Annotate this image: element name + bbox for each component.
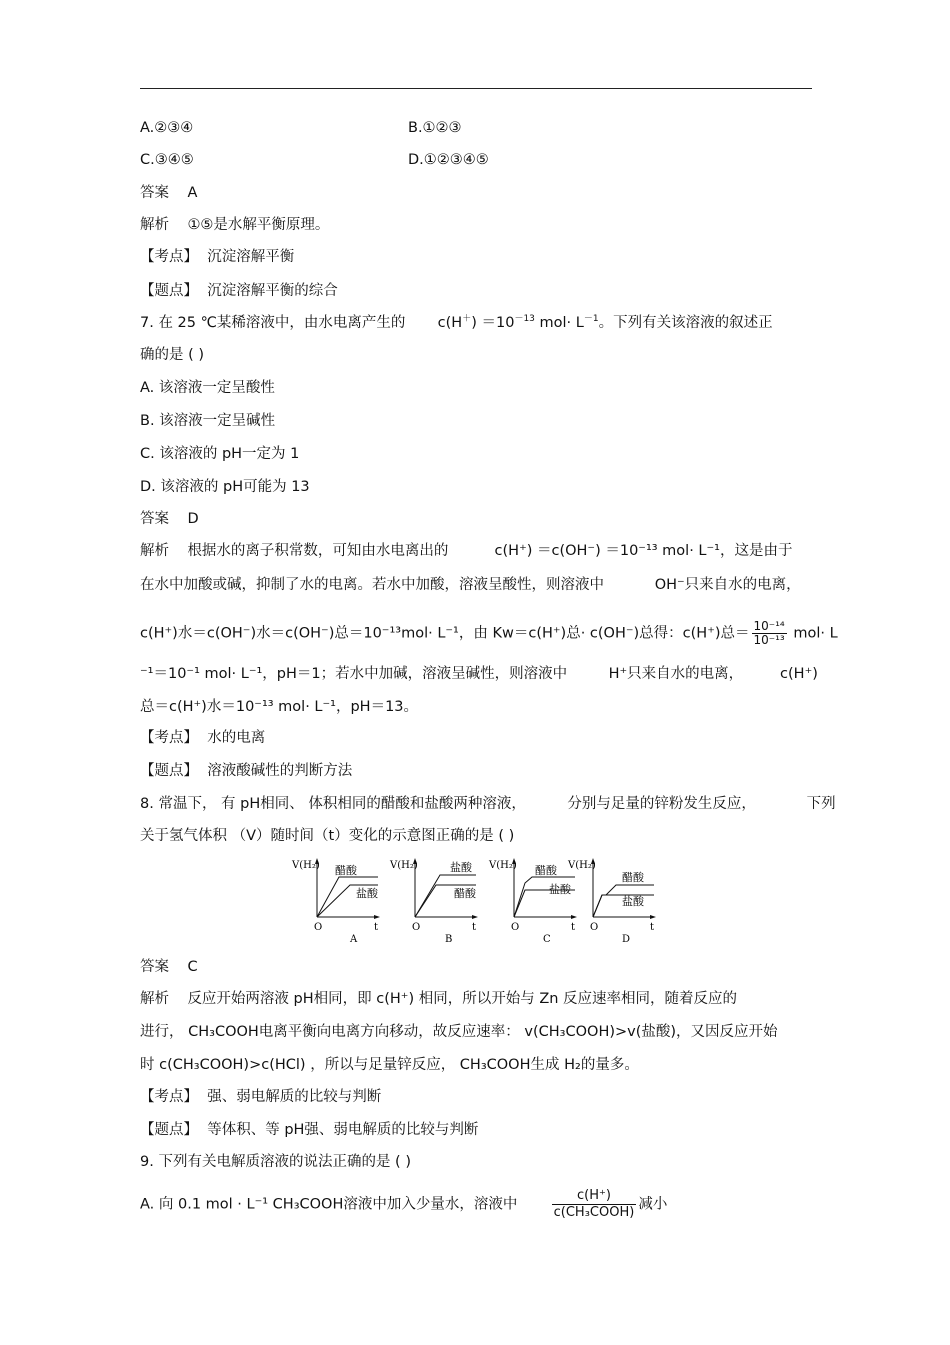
q7-answer-line: [140, 509, 199, 529]
q7-analysis-line3: [140, 620, 838, 647]
kaodian-label: 【考点】: [140, 730, 198, 746]
answer-label: 答案: [140, 511, 169, 527]
q7-option-d: D. 该溶液的 pH可能为 13: [140, 479, 310, 495]
answer-label: 答案: [140, 185, 169, 201]
q7-analysis-tail3: mol· L: [793, 625, 838, 642]
q7-stem-line1: 7. 在 25 ℃某稀溶液中，由水电离产生的 $c(H^+) =10^{-13}$ $mol\cdot L^{-1}$。下列有关该溶液的叙述正: [140, 314, 773, 331]
q7-option-b: B. 该溶液一定呈碱性: [140, 413, 276, 429]
xlabel: t: [472, 922, 477, 933]
kaodian-text: 水的电离: [207, 730, 266, 746]
x-axis-arrow: [650, 915, 656, 919]
x-axis-arrow: [374, 915, 380, 919]
origin-label: O: [511, 922, 520, 933]
option-a: A.②③④: [140, 120, 194, 136]
q9-option-a: [140, 1188, 667, 1221]
graph-letter: A: [350, 934, 358, 945]
q7-stem-d: mol· L: [534, 315, 584, 331]
q8-answer-line: [140, 957, 198, 977]
q7-analysis-expr1: c(H⁺) ＝c(OH⁻) ＝10⁻¹³ mol· L⁻¹，这是由于: [494, 543, 793, 559]
q8-analysis-line2: 进行， CH₃COOH电离平衡向电离方向移动，故反应速率： v(CH₃COOH)>v(盐酸)，又因反应开始: [140, 1024, 778, 1040]
label-upper: 醋酸: [335, 864, 357, 877]
tidian-label: 【题点】: [140, 283, 198, 299]
label-lower: 盐酸: [622, 895, 644, 908]
q7-analysis-end2: OH⁻只来自水的电离，: [654, 577, 801, 593]
fraction-denominator: c(CH₃COOH): [553, 1205, 635, 1220]
label-lower: 盐酸: [356, 887, 378, 900]
tidian-text: 溶液酸碱性的判断方法: [207, 763, 353, 779]
q7-stem-c: ) ＝10: [471, 315, 515, 331]
q9-option-a-post: 减小: [638, 1196, 668, 1213]
ylabel: V(H₂): [390, 860, 418, 871]
label-lower: 盐酸: [549, 883, 571, 896]
answer-value: C: [187, 959, 198, 975]
q7-stem-exp: －13: [514, 314, 535, 324]
q8-kaodian-line: [140, 1087, 381, 1107]
q8-tidian-line: [140, 1120, 478, 1140]
q7-tidian-line: [140, 761, 352, 781]
q8-stem-a: 8. 常温下， 有 pH相同、 体积相同的醋酸和盐酸两种溶液，: [140, 796, 526, 812]
q7-analysis-line4: [140, 664, 818, 684]
label-upper: 醋酸: [622, 871, 644, 884]
kaodian-text: 沉淀溶解平衡: [207, 249, 295, 265]
q7-analysis-text4: ⁻¹＝10⁻¹ mol· L⁻¹，pH＝1；若水中加碱，溶液呈碱性，则溶液中: [140, 666, 568, 682]
ylabel: V(H₂): [568, 860, 596, 871]
option-c: C.③④⑤: [140, 152, 194, 168]
graph-a-svg: [290, 855, 385, 945]
x-axis-arrow: [472, 915, 478, 919]
graph-b-svg: [388, 855, 483, 945]
q8-stem-line1: [140, 794, 836, 814]
analysis-label: 解析: [140, 991, 169, 1007]
q9-stem: 9. 下列有关电解质溶液的说法正确的是 ( ): [140, 1154, 411, 1170]
xlabel: t: [571, 922, 576, 933]
q9-fraction: [552, 1188, 637, 1221]
q8-stem-b: 分别与足量的锌粉发生反应，: [567, 796, 756, 812]
q7-analysis-text2: 在水中加酸或碱，抑制了水的电离。若水中加酸，溶液呈酸性，则溶液中: [140, 577, 604, 593]
graph-d: [566, 855, 661, 949]
q7-fraction: [752, 620, 787, 647]
q8-analysis-line1: [140, 989, 737, 1009]
q7-kaodian-line: [140, 728, 265, 748]
q7-stem-line2: 确的是 ( ): [140, 347, 205, 363]
tidian-line: [140, 281, 338, 301]
option-d: D.①②③④⑤: [408, 152, 489, 168]
ylabel: V(H₂): [489, 860, 517, 871]
q7-option-c: C. 该溶液的 pH一定为 1: [140, 446, 300, 462]
tidian-text: 沉淀溶解平衡的综合: [207, 283, 338, 299]
q7-stem-a: 7. 在 25 ℃某稀溶液中，由水电离产生的: [140, 315, 406, 331]
tidian-label: 【题点】: [140, 763, 198, 779]
kaodian-label: 【考点】: [140, 249, 198, 265]
answer-label: 答案: [140, 959, 169, 975]
tidian-text: 等体积、等 pH强、弱电解质的比较与判断: [207, 1122, 479, 1138]
q7-analysis-mid4: H⁺只来自水的电离，: [608, 666, 744, 682]
q8-stem-line2: 关于氢气体积 （V）随时间（t）变化的示意图正确的是 ( ): [140, 828, 515, 844]
fraction-numerator: 10⁻¹⁴: [753, 619, 785, 633]
ylabel: V(H₂): [292, 860, 320, 871]
answer-value: A: [187, 185, 198, 201]
q8-analysis-text1: 反应开始两溶液 pH相同，即 c(H⁺) 相同，所以开始与 Zn 反应速率相同，随着反应的: [187, 991, 738, 1007]
label-upper: 醋酸: [535, 864, 557, 877]
q7-stem-e: 。下列有关该溶液的叙述正: [598, 315, 773, 331]
q7-stem-b: c(H: [437, 315, 463, 331]
analysis-text: ①⑤是水解平衡原理。: [187, 217, 330, 233]
label-lower: 醋酸: [454, 887, 476, 900]
xlabel: t: [650, 922, 655, 933]
answer-line: [140, 183, 197, 203]
q7-analysis-expr3: c(H⁺)水＝c(OH⁻)水＝c(OH⁻)总＝10⁻¹³mol· L⁻¹，由 Kw＝c(H⁺)总· c(OH⁻)总得：c(H⁺)总＝: [140, 625, 750, 642]
xlabel: t: [374, 922, 379, 933]
label-upper: 盐酸: [450, 861, 472, 874]
q7-analysis-text1: 根据水的离子积常数，可知由水电离出的: [187, 543, 449, 559]
analysis-label: 解析: [140, 543, 169, 559]
q9-option-a-pre: A. 向 0.1 mol · L⁻¹ CH₃COOH溶液中加入少量水，溶液中: [140, 1196, 518, 1213]
q7-analysis-line5: 总＝c(H⁺)水＝10⁻¹³ mol· L⁻¹，pH＝13。: [140, 699, 419, 715]
origin-label: O: [314, 922, 323, 933]
graph-a: [290, 855, 385, 949]
q8-analysis-line3: 时 c(CH₃COOH)>c(HCl) ，所以与足量锌反应， CH₃COOH生成 H₂的量多。: [140, 1057, 639, 1073]
graph-letter: C: [543, 934, 551, 945]
origin-label: O: [412, 922, 421, 933]
fraction-denominator: 10⁻¹³: [753, 633, 785, 647]
graph-letter: D: [622, 934, 631, 945]
header-rule: [140, 88, 812, 89]
kaodian-line: [140, 247, 294, 267]
kaodian-label: 【考点】: [140, 1089, 198, 1105]
option-b: B.①②③: [408, 120, 462, 136]
answer-value: D: [187, 511, 199, 527]
kaodian-text: 强、弱电解质的比较与判断: [207, 1089, 382, 1105]
origin-label: O: [590, 922, 599, 933]
q8-stem-c: 下列: [806, 796, 836, 812]
q7-analysis-line1: [140, 541, 792, 561]
fraction-numerator: c(H⁺): [552, 1188, 637, 1205]
analysis-line: [140, 215, 329, 235]
graph-d-svg: [566, 855, 661, 945]
analysis-label: 解析: [140, 217, 169, 233]
q7-option-a: A. 该溶液一定呈酸性: [140, 380, 275, 396]
graph-letter: B: [445, 934, 453, 945]
q7-analysis-line2: [140, 575, 801, 595]
q7-stem-exp2: －1: [583, 314, 599, 324]
tidian-label: 【题点】: [140, 1122, 198, 1138]
q7-analysis-end4: c(H⁺): [780, 666, 818, 682]
graph-b: [388, 855, 483, 949]
